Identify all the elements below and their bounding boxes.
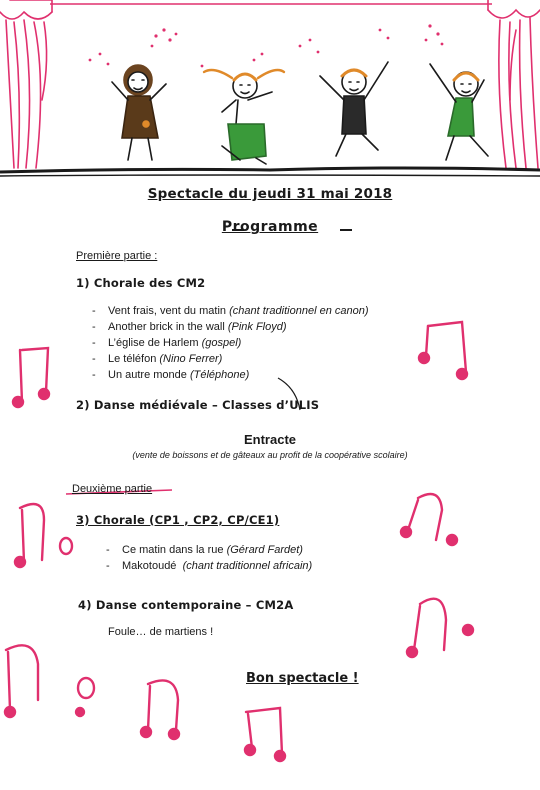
song-title: Makotoudé: [122, 560, 177, 572]
list-item: [106, 558, 312, 574]
section-1-heading: 1) Chorale des CM2: [76, 276, 206, 290]
section-2-heading: 2) Danse médiévale – Classes d’ULIS: [76, 398, 320, 412]
song-source: (Gérard Fardet): [226, 544, 303, 556]
part-2-label: Deuxième partie: [72, 483, 153, 495]
song-source: (Nino Ferrer): [159, 353, 223, 365]
section-1-song-list: [92, 303, 369, 383]
song-title: Ce matin dans la rue: [122, 544, 224, 556]
song-title: Le téléfon: [108, 353, 157, 365]
page-title: Spectacle du jeudi 31 mai 2018: [147, 186, 393, 202]
programme-heading: Programme: [221, 219, 319, 235]
song-source: (chant traditionnel africain): [182, 560, 313, 572]
list-item: [92, 319, 369, 335]
section-3-heading: 3) Chorale (CP1 , CP2, CP/CE1): [76, 513, 280, 527]
part-1-label: Première partie :: [76, 250, 158, 262]
intermission-note: (vente de boissons et de gâteaux au profit de la coopérative scolaire): [132, 450, 408, 460]
song-source: (chant traditionnel en canon): [229, 305, 369, 317]
song-title: Vent frais, vent du matin: [108, 305, 227, 317]
section-4-heading: 4) Danse contemporaine – CM2A: [78, 598, 294, 612]
section-3-song-list: [106, 542, 312, 574]
intermission-title: Entracte: [243, 432, 297, 447]
song-source: (Téléphone): [189, 369, 250, 381]
list-item: [92, 303, 369, 319]
song-title: Un autre monde: [108, 369, 187, 381]
list-item: [106, 542, 312, 558]
list-item: [92, 335, 369, 351]
song-title: Another brick in the wall: [108, 321, 225, 333]
section-4-note: Foule… de martiens !: [108, 626, 214, 638]
list-item: [92, 367, 369, 383]
song-title: L’église de Harlem: [108, 337, 199, 349]
song-source: (Pink Floyd): [227, 321, 287, 333]
song-source: (gospel): [201, 337, 242, 349]
list-item: [92, 351, 369, 367]
closing-message: Bon spectacle !: [246, 671, 359, 686]
